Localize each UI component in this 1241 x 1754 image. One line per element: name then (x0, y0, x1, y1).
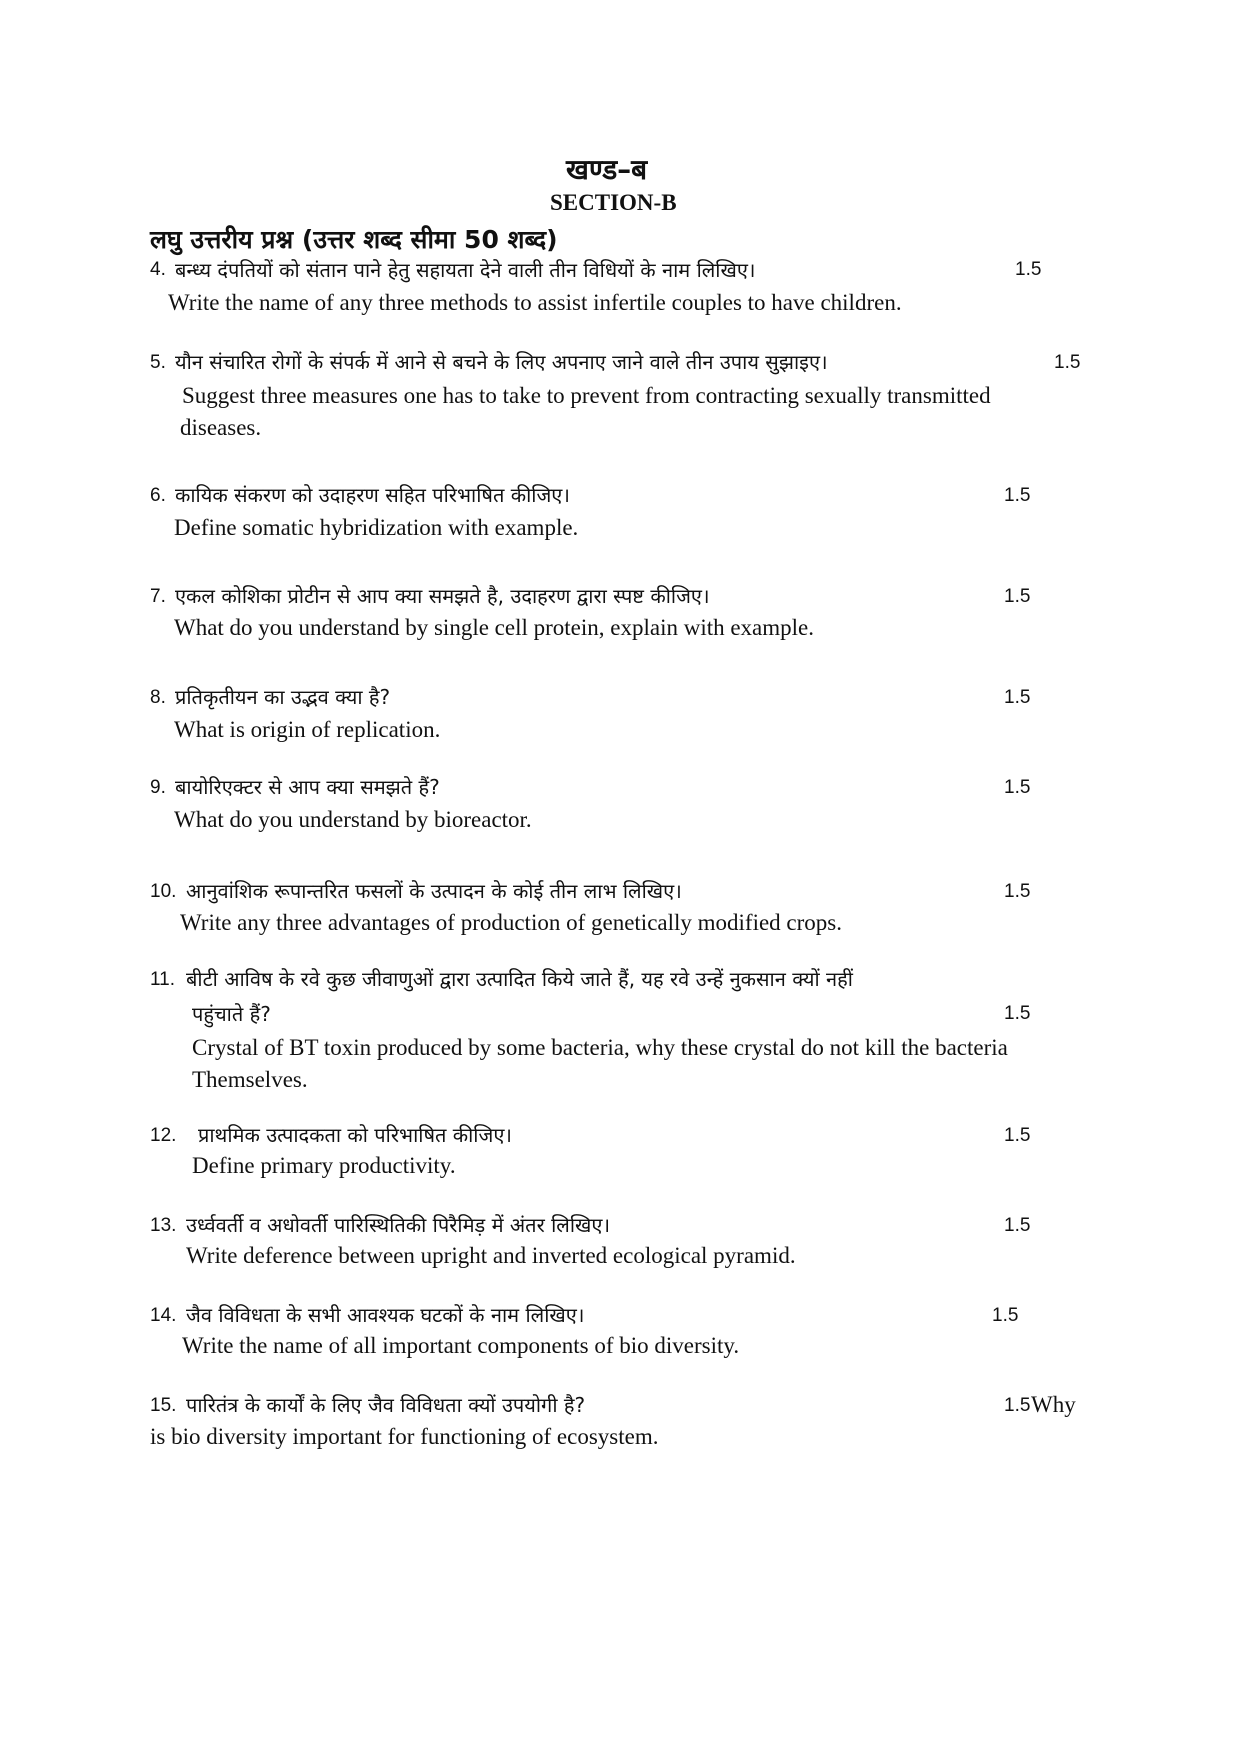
question-number: 11. (150, 969, 176, 990)
question-number: 15. (150, 1395, 177, 1416)
question-marks: 1.5 (992, 1305, 1019, 1326)
question-number: 6. (150, 485, 166, 506)
question-number: 5. (150, 352, 166, 373)
question-text-hindi: बायोरिएक्टर से आप क्या समझते हैं? (175, 775, 440, 799)
question-text-hindi: एकल कोशिका प्रोटीन से आप क्या समझते है, उदाहरण द्वारा स्पष्ट कीजिए। (175, 584, 710, 608)
question-number: 9. (150, 777, 166, 798)
question-text-hindi-line2: पहुंचाते हैं? (192, 1002, 271, 1026)
question-marks: 1.5 (1004, 777, 1031, 798)
question-text-hindi: प्रतिकृतीयन का उद्भव क्या है? (175, 685, 391, 709)
question-text-english: is bio diversity important for functioning of ecosystem. (150, 1424, 659, 1449)
question-text-english-line2: Themselves. (192, 1067, 308, 1092)
question-text-english: What do you understand by bioreactor. (174, 807, 532, 832)
question-text-english: What is origin of replication. (174, 717, 441, 742)
question-marks: 1.5 (1004, 687, 1031, 708)
question-text-hindi: उर्ध्ववर्ती व अधोवर्ती पारिस्थितिकी पिरैमिड़ में अंतर लिखिए। (186, 1213, 611, 1237)
question-text-english: Suggest three measures one has to take to prevent from contracting sexually transmitted (182, 383, 991, 408)
question-marks: 1.5 (1054, 352, 1081, 373)
question-marks: 1.5 (1004, 881, 1031, 902)
question-text-english: Write the name of all important components of bio diversity. (182, 1333, 740, 1358)
question-text-english: Write any three advantages of production of genetically modified crops. (180, 910, 843, 935)
question-text-english-line2: diseases. (180, 415, 262, 440)
question-text-english: Crystal of BT toxin produced by some bacteria, why these crystal do not kill the bacteria (192, 1035, 1008, 1060)
question-number: 10. (150, 881, 177, 902)
question-marks: 1.5 (1004, 1003, 1031, 1024)
question-text-english: Define somatic hybridization with example. (174, 515, 579, 540)
question-marks: 1.5 (1004, 586, 1031, 607)
question-marks: 1.5 (1004, 1125, 1031, 1146)
question-text-hindi: बन्ध्य दंपतियों को संतान पाने हेतु सहायता देने वाली तीन विधियों के नाम लिखिए। (175, 258, 756, 282)
question-number: 4. (150, 259, 166, 280)
question-marks: 1.5 (1004, 1395, 1031, 1416)
question-text-hindi: प्राथमिक उत्पादकता को परिभाषित कीजिए। (198, 1123, 512, 1147)
question-text-hindi: आनुवांशिक रूपान्तरित फसलों के उत्पादन के कोई तीन लाभ लिखिए। (186, 879, 682, 903)
question-text-hindi: पारितंत्र के कार्यों के लिए जैव विविधता क्यों उपयोगी है? (186, 1393, 586, 1417)
question-text-english: Write deference between upright and inverted ecological pyramid. (186, 1243, 796, 1268)
question-text-english: Define primary productivity. (192, 1153, 456, 1178)
question-text-hindi: यौन संचारित रोगों के संपर्क में आने से बचने के लिए अपनाए जाने वाले तीन उपाय सुझाइए। (175, 350, 828, 374)
question-marks: 1.5 (1015, 259, 1042, 280)
question-number: 8. (150, 687, 166, 708)
section-title-hindi: खण्ड–ब (566, 153, 648, 186)
section-title-english: SECTION-B (550, 190, 677, 215)
question-number: 12. (150, 1125, 177, 1146)
question-text-english: What do you understand by single cell protein, explain with example. (174, 615, 815, 640)
question-text-english-wrap-start: Why (1031, 1392, 1076, 1417)
question-marks: 1.5 (1004, 485, 1031, 506)
question-text-hindi: कायिक संकरण को उदाहरण सहित परिभाषित कीजिए। (175, 483, 570, 507)
question-number: 7. (150, 586, 166, 607)
question-text-hindi: जैव विविधता के सभी आवश्यक घटकों के नाम लिखिए। (186, 1303, 585, 1327)
question-text-english: Write the name of any three methods to assist infertile couples to have children. (168, 290, 902, 315)
question-marks: 1.5 (1004, 1215, 1031, 1236)
question-text-hindi: बीटी आविष के रवे कुछ जीवाणुओं द्वारा उत्पादित किये जाते हैं, यह रवे उन्हें नुकसान क्यों नहीं (186, 967, 853, 991)
question-number: 14. (150, 1305, 177, 1326)
question-number: 13. (150, 1215, 177, 1236)
section-subtitle-hindi: लघु उत्तरीय प्रश्न (उत्तर शब्द सीमा 50 शब्द) (150, 225, 558, 254)
